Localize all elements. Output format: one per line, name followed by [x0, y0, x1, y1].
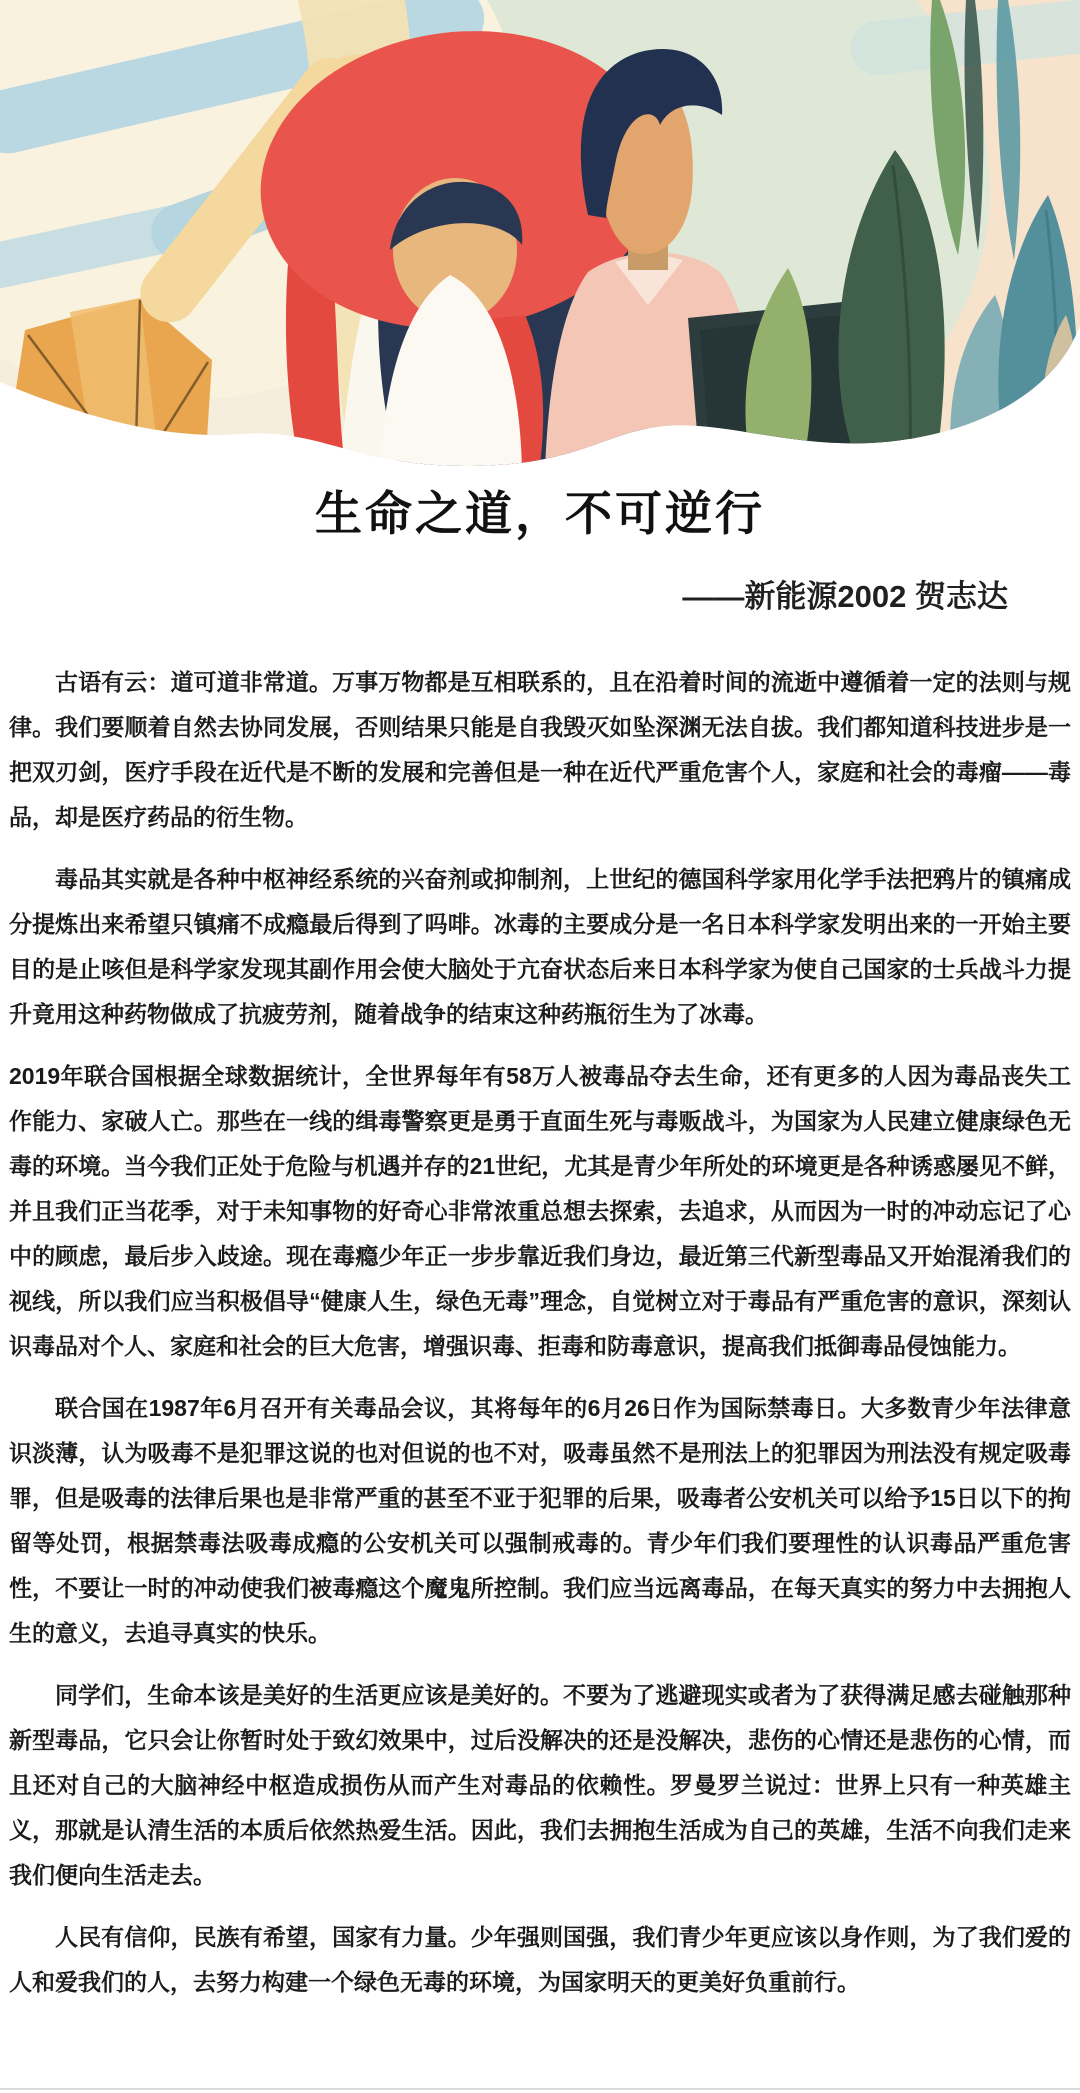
- paragraph: 人民有信仰，民族有希望，国家有力量。少年强则国强，我们青少年更应该以身作则，为了我们爱的人和爱我们的人，去努力构建一个绿色无毒的环境，为国家明天的更美好负重前行。: [9, 1924, 1071, 1995]
- hero-illustration: [0, 0, 1080, 470]
- byline: ——新能源2002 贺志达: [682, 579, 1008, 614]
- bottom-divider: [0, 2088, 1080, 2090]
- article-body: [0, 660, 1080, 2005]
- paragraph: 古语有云：道可道非常道。万事万物都是互相联系的，且在沿着时间的流逝中遵循着一定的法则与规律。我们要顺着自然去协同发展，否则结果只能是自我毁灭如坠深渊无法自拔。我们都知道科技进步是一把双刃剑，医疗手段在近代是不断的发展和完善但是一种在近代严重危害个人，家庭和社会的毒瘤——毒品，却是医疗药品的衍生物。: [9, 669, 1071, 830]
- paragraph: 2019年联合国根据全球数据统计，全世界每年有58万人被毒品夺去生命，还有更多的人因为毒品丧失工作能力、家破人亡。那些在一线的缉毒警察更是勇于直面生死与毒贩战斗，为国家为人民建立健康绿色无毒的环境。当今我们正处于危险与机遇并存的21世纪，尤其是青少年所处的环境更是各种诱惑屡见不鲜，并且我们正当花季，对于未知事物的好奇心非常浓重总想去探索，去追求，从而因为一时的冲动忘记了心中的顾虑，最后步入歧途。现在毒瘾少年正一步步靠近我们身边，最近第三代新型毒品又开始混淆我们的视线，所以我们应当积极倡导“健康人生，绿色无毒”理念，自觉树立对于毒品有严重危害的意识，深刻认识毒品对个人、家庭和社会的巨大危害，增强识毒、拒毒和防毒意识，提高我们抵御毒品侵蚀能力。: [9, 1063, 1071, 1359]
- paragraph: 联合国在1987年6月召开有关毒品会议，其将每年的6月26日作为国际禁毒日。大多数青少年法律意识淡薄，认为吸毒不是犯罪这说的也对但说的也不对，吸毒虽然不是刑法上的犯罪因为刑法没有规定吸毒罪，但是吸毒的法律后果也是非常严重的甚至不亚于犯罪的后果，吸毒者公安机关可以给予15日以下的拘留等处罚，根据禁毒法吸毒成瘾的公安机关可以强制戒毒的。青少年们我们要理性的认识毒品严重危害性，不要让一时的冲动使我们被毒瘾这个魔鬼所控制。我们应当远离毒品，在每天真实的努力中去拥抱人生的意义，去追寻真实的快乐。: [9, 1395, 1071, 1646]
- paragraph: 同学们，生命本该是美好的生活更应该是美好的。不要为了逃避现实或者为了获得满足感去碰触那种新型毒品，它只会让你暂时处于致幻效果中，过后没解决的还是没解决，悲伤的心情还是悲伤的心情，而且还对自己的大脑神经中枢造成损伤从而产生对毒品的依赖性。罗曼罗兰说过：世界上只有一种英雄主义，那就是认清生活的本质后依然热爱生活。因此，我们去拥抱生活成为自己的英雄，生活不向我们走来我们便向生活走去。: [9, 1682, 1071, 1888]
- paragraph: 毒品其实就是各种中枢神经系统的兴奋剂或抑制剂，上世纪的德国科学家用化学手法把鸦片的镇痛成分提炼出来希望只镇痛不成瘾最后得到了吗啡。冰毒的主要成分是一名日本科学家发明出来的一开始主要目的是止咳但是科学家发现其副作用会使大脑处于亢奋状态后来日本科学家为使自己国家的士兵战斗力提升竟用这种药物做成了抗疲劳剂，随着战争的结束这种药瓶衍生为了冰毒。: [9, 866, 1071, 1027]
- page-title: 生命之道，不可逆行: [315, 487, 765, 540]
